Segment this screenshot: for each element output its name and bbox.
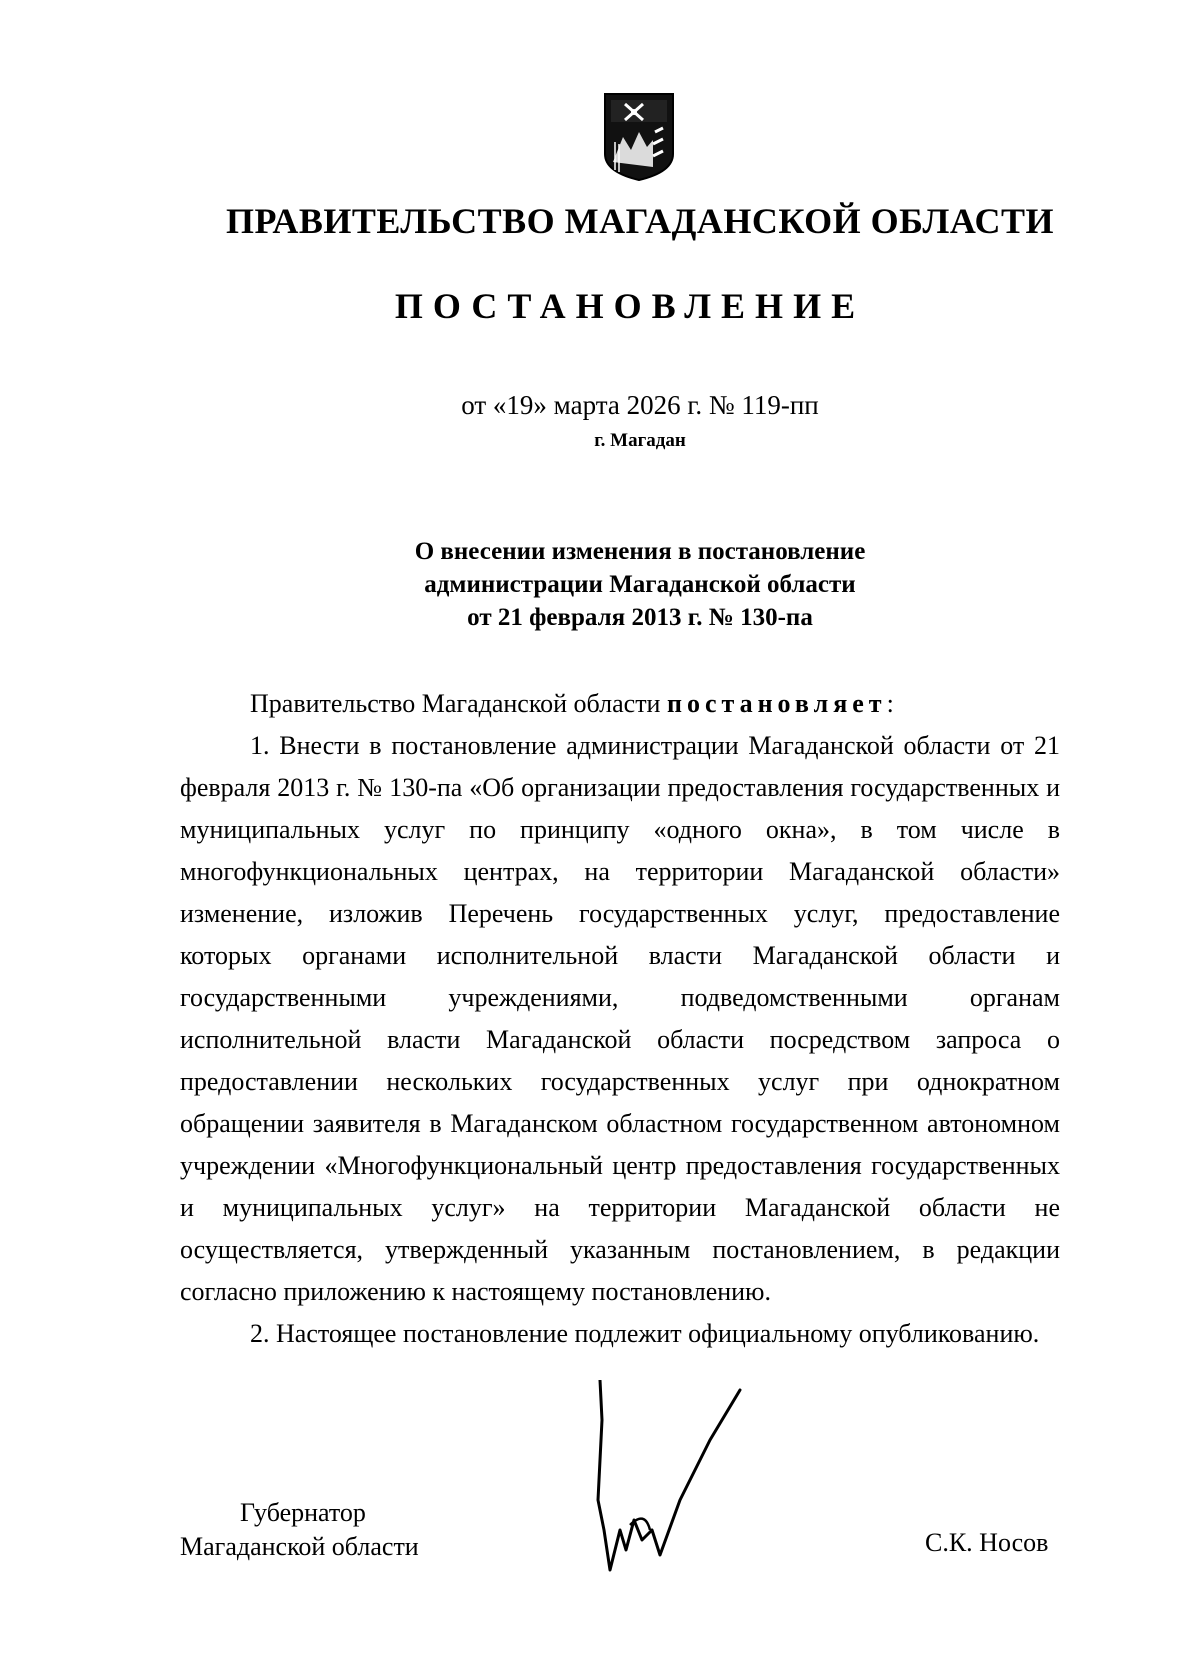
document-type: ПОСТАНОВЛЕНИЕ bbox=[394, 286, 866, 326]
intro-suffix: : bbox=[886, 689, 894, 718]
document-subject bbox=[40, 535, 1200, 634]
government-title: ПРАВИТЕЛЬСТВО МАГАДАНСКОЙ ОБЛАСТИ bbox=[225, 201, 1055, 241]
item-2: 2. Настоящее постановление подлежит официальному опубликованию. bbox=[250, 1319, 1040, 1348]
coat-of-arms-icon bbox=[603, 92, 675, 182]
intro-paragraph bbox=[180, 683, 1060, 725]
signatory-position bbox=[180, 1496, 419, 1564]
subject-line: О внесении изменения в постановление bbox=[414, 538, 866, 565]
item-1: 1. Внести в постановление администрации Магаданской области от 21 февраля 2013 г. № 130-па «Об организации предоставления государственных и муниципальных услуг по принципу «одного окна», в том числе в многофункциональных центрах, на территории Магаданской области» изменение, изложив Перечень государственных услуг, предоставление которых органами исполнительной власти Магаданской области и государственными учреждениями, подведомственными органам исполнительной власти Магаданской области посредством запроса о предоставлении нескольких государственных услуг при однократном обращении заявителя в Магаданском областном государственном автономном учреждении «Многофункциональный центр предоставления государственных и муниципальных услуг» на территории Магаданской области не осуществляется, утвержденный указанным постановлением, в редакции согласно приложению к настоящему постановлению. bbox=[180, 731, 1060, 1306]
subject-line: администрации Магаданской области bbox=[424, 571, 856, 598]
handwritten-signature bbox=[590, 1380, 760, 1580]
signatory-name: С.К. Носов bbox=[925, 1528, 1049, 1557]
document-body bbox=[180, 683, 1060, 1355]
intro-verb: постановляет bbox=[666, 689, 887, 718]
position-line: Магаданской области bbox=[180, 1532, 419, 1561]
city: г. Магадан bbox=[594, 430, 686, 451]
intro-prefix: Правительство Магаданской области bbox=[250, 689, 667, 718]
subject-line: от 21 февраля 2013 г. № 130-па bbox=[467, 604, 813, 631]
position-line: Губернатор bbox=[240, 1498, 366, 1527]
date-number: от «19» марта 2026 г. № 119-пп bbox=[461, 390, 819, 420]
